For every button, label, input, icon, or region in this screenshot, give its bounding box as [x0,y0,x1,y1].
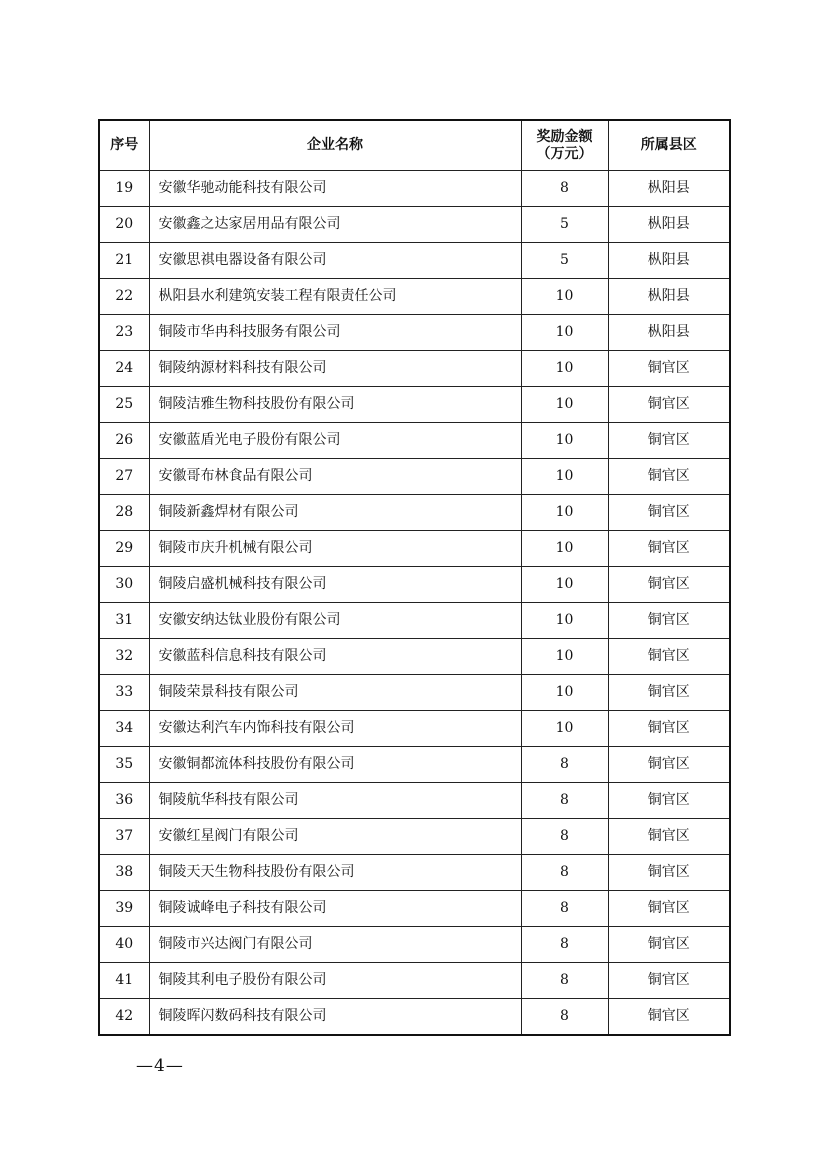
header-index: 序号 [99,120,149,171]
row-index-cell: 28 [99,495,149,531]
row-company-name-cell: 铜陵市兴达阀门有限公司 [149,927,521,963]
row-index-cell: 22 [99,279,149,315]
row-district-cell: 铜官区 [608,423,730,459]
table-row [99,171,730,207]
table-row [99,243,730,279]
table-row [99,315,730,351]
row-index-cell: 20 [99,207,149,243]
row-district-cell: 枞阳县 [608,243,730,279]
row-district-cell: 铜官区 [608,819,730,855]
row-district-cell: 铜官区 [608,603,730,639]
header-award-amount-line1: 奖励金额 [536,128,593,145]
row-company-name-cell: 铜陵荣景科技有限公司 [149,675,521,711]
header-award-amount [521,120,608,171]
row-district-cell: 铜官区 [608,675,730,711]
row-district-cell: 铜官区 [608,567,730,603]
row-company-name-cell: 安徽鑫之达家居用品有限公司 [149,207,521,243]
row-index-cell: 27 [99,459,149,495]
table-row [99,963,730,999]
row-district-cell: 铜官区 [608,351,730,387]
row-company-name-cell: 铜陵其利电子股份有限公司 [149,963,521,999]
award-table-container [98,119,729,1036]
row-index-cell: 33 [99,675,149,711]
table-row [99,639,730,675]
table-row [99,567,730,603]
table-row [99,459,730,495]
row-index-cell: 40 [99,927,149,963]
row-company-name-cell: 铜陵纳源材料科技有限公司 [149,351,521,387]
row-award-amount-cell: 10 [521,567,608,603]
row-company-name-cell: 铜陵市庆升机械有限公司 [149,531,521,567]
row-company-name-cell: 安徽华驰动能科技有限公司 [149,171,521,207]
row-district-cell: 铜官区 [608,531,730,567]
row-index-cell: 26 [99,423,149,459]
row-award-amount-cell: 8 [521,927,608,963]
row-company-name-cell: 安徽蓝科信息科技有限公司 [149,639,521,675]
row-district-cell: 铜官区 [608,855,730,891]
row-district-cell: 铜官区 [608,495,730,531]
row-award-amount-cell: 10 [521,315,608,351]
row-award-amount-cell: 10 [521,351,608,387]
row-index-cell: 36 [99,783,149,819]
row-company-name-cell: 安徽蓝盾光电子股份有限公司 [149,423,521,459]
row-company-name-cell: 铜陵晖闪数码科技有限公司 [149,999,521,1036]
row-award-amount-cell: 10 [521,603,608,639]
row-company-name-cell: 铜陵天天生物科技股份有限公司 [149,855,521,891]
row-award-amount-cell: 8 [521,819,608,855]
row-company-name-cell: 安徽安纳达钛业股份有限公司 [149,603,521,639]
row-award-amount-cell: 10 [521,711,608,747]
row-company-name-cell: 安徽思祺电器设备有限公司 [149,243,521,279]
table-body [99,171,730,1036]
table-row [99,783,730,819]
row-award-amount-cell: 8 [521,999,608,1036]
row-award-amount-cell: 10 [521,459,608,495]
row-company-name-cell: 铜陵航华科技有限公司 [149,783,521,819]
row-award-amount-cell: 8 [521,783,608,819]
table-row [99,207,730,243]
table-row [99,495,730,531]
row-index-cell: 29 [99,531,149,567]
table-row [99,531,730,567]
row-award-amount-cell: 10 [521,675,608,711]
row-district-cell: 枞阳县 [608,279,730,315]
row-district-cell: 枞阳县 [608,171,730,207]
table-row [99,819,730,855]
row-index-cell: 19 [99,171,149,207]
row-award-amount-cell: 10 [521,423,608,459]
row-award-amount-cell: 10 [521,279,608,315]
row-district-cell: 铜官区 [608,999,730,1036]
row-company-name-cell: 铜陵洁雅生物科技股份有限公司 [149,387,521,423]
header-company-name: 企业名称 [149,120,521,171]
table-row [99,279,730,315]
row-company-name-cell: 铜陵新鑫焊材有限公司 [149,495,521,531]
row-district-cell: 铜官区 [608,747,730,783]
row-district-cell: 铜官区 [608,711,730,747]
row-index-cell: 25 [99,387,149,423]
row-district-cell: 铜官区 [608,963,730,999]
row-award-amount-cell: 8 [521,891,608,927]
row-company-name-cell: 枞阳县水利建筑安装工程有限责任公司 [149,279,521,315]
row-company-name-cell: 铜陵启盛机械科技有限公司 [149,567,521,603]
header-district: 所属县区 [608,120,730,171]
row-district-cell: 铜官区 [608,387,730,423]
row-district-cell: 铜官区 [608,783,730,819]
row-company-name-cell: 安徽达利汽车内饰科技有限公司 [149,711,521,747]
row-award-amount-cell: 10 [521,387,608,423]
row-index-cell: 30 [99,567,149,603]
table-row [99,603,730,639]
row-index-cell: 32 [99,639,149,675]
row-district-cell: 铜官区 [608,459,730,495]
row-award-amount-cell: 8 [521,855,608,891]
row-award-amount-cell: 5 [521,243,608,279]
row-award-amount-cell: 10 [521,639,608,675]
table-row [99,927,730,963]
row-index-cell: 41 [99,963,149,999]
table-row [99,711,730,747]
row-index-cell: 24 [99,351,149,387]
row-index-cell: 37 [99,819,149,855]
row-award-amount-cell: 10 [521,531,608,567]
row-award-amount-cell: 5 [521,207,608,243]
row-index-cell: 35 [99,747,149,783]
table-row [99,351,730,387]
row-award-amount-cell: 8 [521,747,608,783]
row-index-cell: 42 [99,999,149,1036]
row-company-name-cell: 铜陵市华冉科技服务有限公司 [149,315,521,351]
row-district-cell: 铜官区 [608,639,730,675]
table-row [99,891,730,927]
table-row [99,747,730,783]
table-header-row [99,120,730,171]
row-district-cell: 铜官区 [608,891,730,927]
row-district-cell: 枞阳县 [608,315,730,351]
header-award-amount-line2: （万元） [536,145,593,162]
row-award-amount-cell: 8 [521,963,608,999]
award-table [98,119,731,1036]
row-index-cell: 34 [99,711,149,747]
row-index-cell: 21 [99,243,149,279]
row-company-name-cell: 安徽铜都流体科技股份有限公司 [149,747,521,783]
row-company-name-cell: 铜陵诚峰电子科技有限公司 [149,891,521,927]
row-district-cell: 铜官区 [608,927,730,963]
row-company-name-cell: 安徽哥布林食品有限公司 [149,459,521,495]
row-award-amount-cell: 10 [521,495,608,531]
row-district-cell: 枞阳县 [608,207,730,243]
table-row [99,999,730,1036]
row-award-amount-cell: 8 [521,171,608,207]
row-index-cell: 38 [99,855,149,891]
page-number: —4— [136,1056,184,1076]
row-company-name-cell: 安徽红星阀门有限公司 [149,819,521,855]
table-row [99,675,730,711]
table-row [99,423,730,459]
table-row [99,387,730,423]
table-row [99,855,730,891]
row-index-cell: 31 [99,603,149,639]
row-index-cell: 39 [99,891,149,927]
row-index-cell: 23 [99,315,149,351]
